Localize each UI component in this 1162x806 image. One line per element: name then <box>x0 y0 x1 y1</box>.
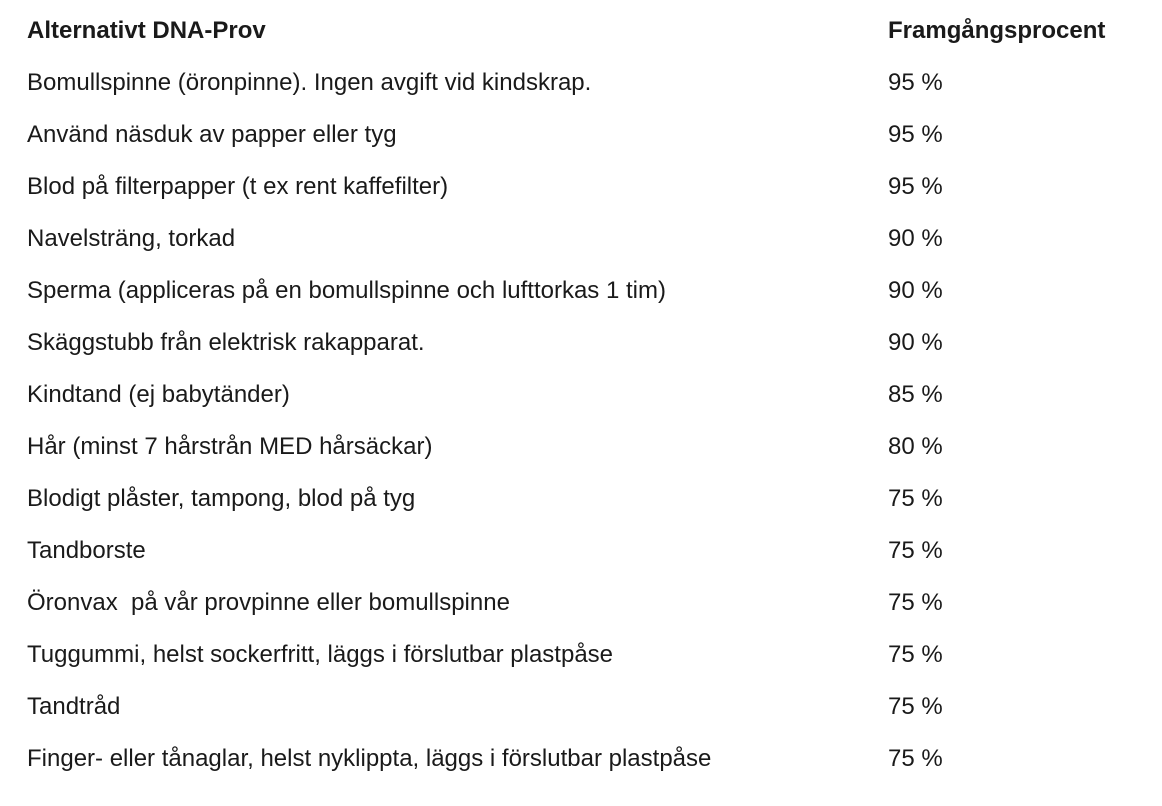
success-rate-cell: 90 % <box>888 329 943 356</box>
table-row <box>0 369 1162 421</box>
sample-cell: Navelsträng, torkad <box>27 225 236 252</box>
sample-cell: Blodigt plåster, tampong, blod på tyg <box>27 485 416 512</box>
success-rate-cell: 80 % <box>888 433 943 460</box>
sample-cell: Sperma (appliceras på en bomullspinne och lufttorkas 1 tim) <box>27 277 666 304</box>
success-rate-cell: 75 % <box>888 485 943 512</box>
table-header-row <box>0 5 1162 57</box>
sample-cell: Tuggummi, helst sockerfritt, läggs i förslutbar plastpåse <box>27 641 614 668</box>
header-success-rate: Framgångsprocent <box>888 17 1106 44</box>
sample-cell: Använd näsduk av papper eller tyg <box>27 121 397 148</box>
success-rate-cell: 85 % <box>888 381 943 408</box>
table-row <box>0 421 1162 473</box>
success-rate-cell: 95 % <box>888 121 943 148</box>
success-rate-cell: 75 % <box>888 641 943 668</box>
table-row <box>0 213 1162 265</box>
success-rate-cell: 95 % <box>888 69 943 96</box>
success-rate-cell: 90 % <box>888 277 943 304</box>
success-rate-cell: 75 % <box>888 745 943 772</box>
table-row <box>0 161 1162 213</box>
table-row <box>0 577 1162 629</box>
sample-cell: Bomullspinne (öronpinne). Ingen avgift vid kindskrap. <box>27 69 592 96</box>
sample-cell: Tandborste <box>27 537 146 564</box>
sample-cell: Tandtråd <box>27 693 121 720</box>
table-row <box>0 473 1162 525</box>
success-rate-cell: 75 % <box>888 693 943 720</box>
table-row <box>0 317 1162 369</box>
sample-cell: Hår (minst 7 hårstrån MED hårsäckar) <box>27 433 433 460</box>
table-row <box>0 733 1162 785</box>
table-row <box>0 265 1162 317</box>
table-row <box>0 57 1162 109</box>
success-rate-cell: 95 % <box>888 173 943 200</box>
sample-cell: Blod på filterpapper (t ex rent kaffefilter) <box>27 173 449 200</box>
sample-cell: Finger- eller tånaglar, helst nyklippta, läggs i förslutbar plastpåse <box>27 745 712 772</box>
sample-cell: Skäggstubb från elektrisk rakapparat. <box>27 329 425 356</box>
sample-cell: Kindtand (ej babytänder) <box>27 381 290 408</box>
success-rate-cell: 90 % <box>888 225 943 252</box>
table-row <box>0 109 1162 161</box>
header-sample: Alternativt DNA-Prov <box>27 17 266 44</box>
success-rate-cell: 75 % <box>888 589 943 616</box>
table-row <box>0 525 1162 577</box>
success-rate-cell: 75 % <box>888 537 943 564</box>
table-row <box>0 629 1162 681</box>
sample-cell: Öronvax på vår provpinne eller bomullspinne <box>27 589 510 616</box>
table-row <box>0 681 1162 733</box>
